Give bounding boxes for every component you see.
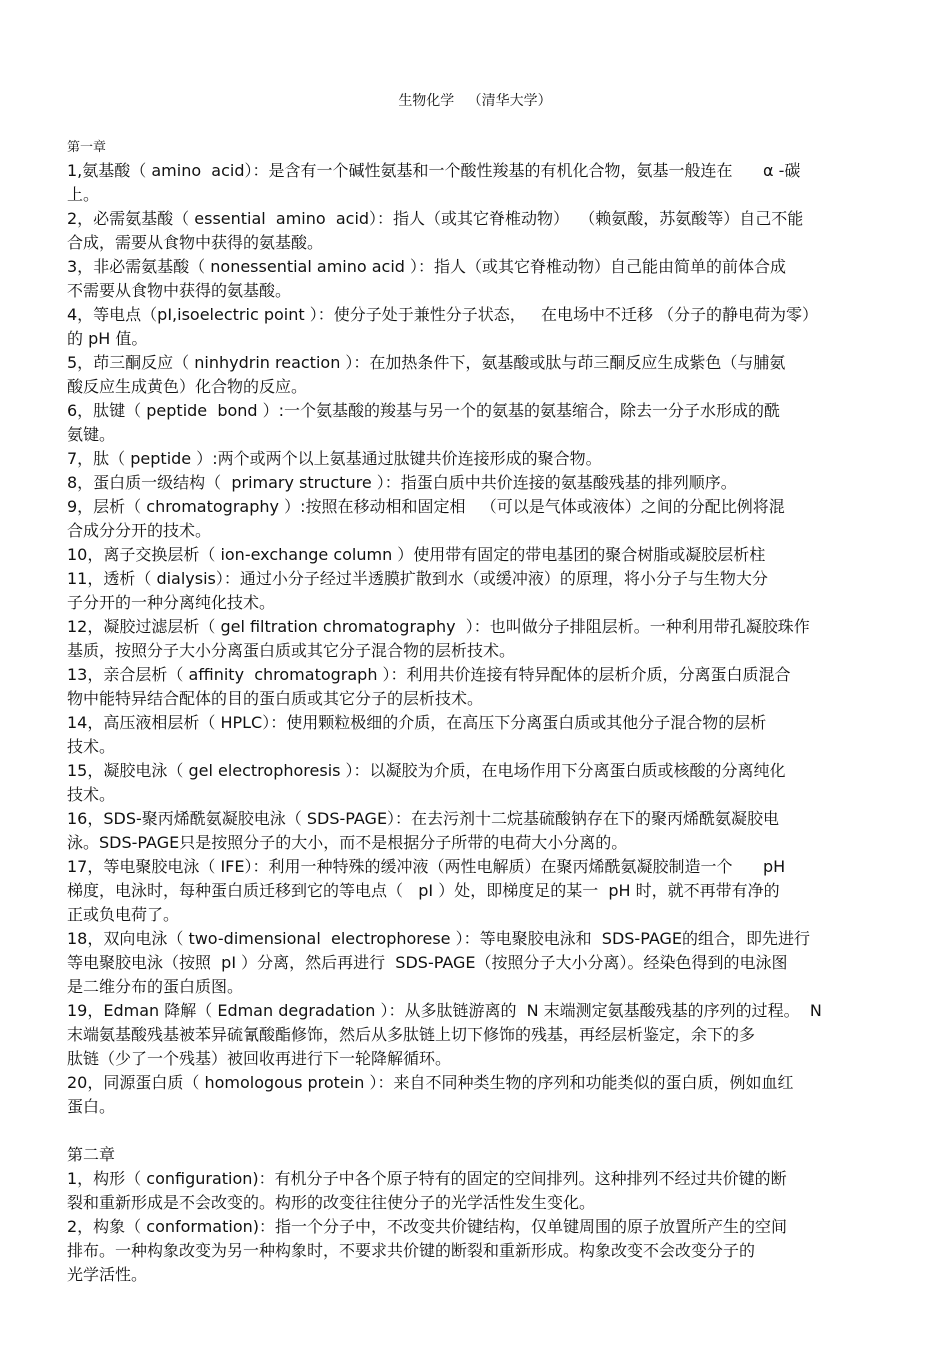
entry-line: 的 pH 值。	[67, 329, 148, 348]
definition-entry	[67, 159, 897, 207]
definition-entry	[67, 255, 897, 303]
entry-line: 1，构形（ configuration)：有机分子中各个原子特有的固定的空间排列。这种排列不经过共价键的断	[67, 1169, 787, 1188]
definition-entry	[67, 615, 897, 663]
entry-line: 子分开的一种分离纯化技术。	[67, 593, 276, 612]
entry-line: 16，SDS-聚丙烯酰氨凝胶电泳（ SDS-PAGE）：在去污剂十二烷基硫酸钠存在下的聚丙烯酰氨凝胶电	[67, 809, 780, 828]
entry-line: 14，高压液相层析（ HPLC）：使用颗粒极细的介质，在高压下分离蛋白质或其他分子混合物的层析	[67, 713, 767, 732]
entry-line: 12，凝胶过滤层析（ gel filtration chromatography ）：也叫做分子排阻层析。一种利用带孔凝胶珠作	[67, 617, 810, 636]
entry-line: 物中能特异结合配体的目的蛋白质或其它分子的层析技术。	[67, 689, 484, 708]
entry-line: 正或负电荷了。	[67, 905, 180, 924]
definition-entry	[67, 567, 897, 615]
entry-line: 19，Edman 降解（ Edman degradation ）：从多肽链游离的 N 末端测定氨基酸残基的序列的过程。 N	[67, 1001, 822, 1020]
entry-line: 不需要从食物中获得的氨基酸。	[67, 281, 292, 300]
definition-entry	[67, 663, 897, 711]
definition-entry	[67, 399, 897, 447]
entry-line: 等电聚胶电泳（按照 pI ）分离，然后再进行 SDS-PAGE（按照分子大小分离）。经染色得到的电泳图	[67, 953, 788, 972]
chapter-1-entries	[67, 159, 897, 1119]
entry-line: 6，肽键（ peptide bond ）:一个氨基酸的羧基与另一个的氨基的氨基缩合，除去一分子水形成的酰	[67, 401, 781, 420]
entry-line: 13，亲合层析（ affinity chromatograph ）：利用共价连接有特异配体的层析介质，分离蛋白质混合	[67, 665, 791, 684]
entry-line: 10，离子交换层析（ ion-exchange column ）使用带有固定的带电基团的聚合树脂或凝胶层析柱	[67, 545, 766, 564]
definition-entry	[67, 1167, 897, 1215]
chapter-2-heading: 第二章	[67, 1145, 116, 1164]
definition-entry	[67, 1071, 897, 1119]
definition-entry	[67, 543, 897, 567]
entry-line: 上。	[67, 185, 100, 204]
definition-entry	[67, 759, 897, 807]
entry-line: 末端氨基酸残基被苯异硫氰酸酯修饰，然后从多肽链上切下修饰的残基，再经层析鉴定，余下的多	[67, 1025, 756, 1044]
entry-line: 酸反应生成黄色）化合物的反应。	[67, 377, 308, 396]
entry-line: 5，茚三酮反应（ ninhydrin reaction ）：在加热条件下，氨基酸或肽与茚三酮反应生成紫色（与脯氨	[67, 353, 786, 372]
entry-line: 9，层析（ chromatography ）:按照在移动相和固定相 （可以是气体或液体）之间的分配比例将混	[67, 497, 785, 516]
entry-line: 排布。一种构象改变为另一种构象时，不要求共价键的断裂和重新形成。构象改变不会改变分子的	[67, 1241, 756, 1260]
entry-line: 2，构象（ conformation)：指一个分子中，不改变共价键结构，仅单键周围的原子放置所产生的空间	[67, 1217, 787, 1236]
entry-line: 合成，需要从食物中获得的氨基酸。	[67, 233, 324, 252]
document-title: 生物化学 （清华大学）	[398, 93, 552, 109]
entry-line: 17，等电聚胶电泳（ IFE）：利用一种特殊的缓冲液（两性电解质）在聚丙烯酰氨凝胶制造一个 pH	[67, 857, 786, 876]
entry-line: 8，蛋白质一级结构（ primary structure ）：指蛋白质中共价连接的氨基酸残基的排列顺序。	[67, 473, 737, 492]
entry-line: 2，必需氨基酸（ essential amino acid）：指人（或其它脊椎动物） （赖氨酸，苏氨酸等）自己不能	[67, 209, 804, 228]
definition-entry	[67, 999, 897, 1071]
entry-line: 技术。	[67, 785, 116, 804]
entry-line: 20，同源蛋白质（ homologous protein ）：来自不同种类生物的序列和功能类似的蛋白质，例如血红	[67, 1073, 794, 1092]
entry-line: 氨键。	[67, 425, 116, 444]
entry-line: 4，等电点（pI,isoelectric point ）：使分子处于兼性分子状态， 在电场中不迁移 （分子的静电荷为零）	[67, 305, 819, 324]
chapter-1-heading: 第一章	[67, 140, 107, 155]
entry-line: 蛋白。	[67, 1097, 116, 1116]
definition-entry	[67, 1215, 897, 1287]
entry-line: 11，透析（ dialysis）：通过小分子经过半透膜扩散到水（或缓冲液）的原理，将小分子与生物大分	[67, 569, 768, 588]
definition-entry	[67, 711, 897, 759]
definition-entry	[67, 447, 897, 471]
entry-line: 合成分分开的技术。	[67, 521, 212, 540]
entry-line: 3，非必需氨基酸（ nonessential amino acid ）：指人（或其它脊椎动物）自己能由简单的前体合成	[67, 257, 787, 276]
entry-line: 7，肽（ peptide ）:两个或两个以上氨基通过肽键共价连接形成的聚合物。	[67, 449, 602, 468]
entry-line: 肽链（少了一个残基）被回收再进行下一轮降解循环。	[67, 1049, 452, 1068]
definition-entry	[67, 855, 897, 927]
definition-entry	[67, 207, 897, 255]
entry-line: 技术。	[67, 737, 116, 756]
entry-line: 梯度，电泳时，每种蛋白质迁移到它的等电点（ pI ）处，即梯度足的某一 pH 时，就不再带有净的	[67, 881, 780, 900]
chapter-2-entries	[67, 1167, 897, 1287]
definition-entry	[67, 471, 897, 495]
entry-line: 1,氨基酸（ amino acid）：是含有一个碱性氨基和一个酸性羧基的有机化合物，氨基一般连在 α -碳	[67, 161, 801, 180]
definition-entry	[67, 351, 897, 399]
document-body	[67, 137, 897, 1287]
definition-entry	[67, 303, 897, 351]
entry-line: 裂和重新形成是不会改变的。构形的改变往往使分子的光学活性发生变化。	[67, 1193, 596, 1212]
entry-line: 18，双向电泳（ two-dimensional electrophorese ）：等电聚胶电泳和 SDS-PAGE的组合，即先进行	[67, 929, 810, 948]
section-gap	[67, 1119, 897, 1143]
definition-entry	[67, 495, 897, 543]
entry-line: 光学活性。	[67, 1265, 148, 1284]
entry-line: 基质，按照分子大小分离蛋白质或其它分子混合物的层析技术。	[67, 641, 516, 660]
definition-entry	[67, 807, 897, 855]
definition-entry	[67, 927, 897, 999]
entry-line: 15，凝胶电泳（ gel electrophoresis ）：以凝胶为介质，在电场作用下分离蛋白质或核酸的分离纯化	[67, 761, 786, 780]
entry-line: 泳。SDS-PAGE只是按照分子的大小，而不是根据分子所带的电荷大小分离的。	[67, 833, 628, 852]
entry-line: 是二维分布的蛋白质图。	[67, 977, 244, 996]
